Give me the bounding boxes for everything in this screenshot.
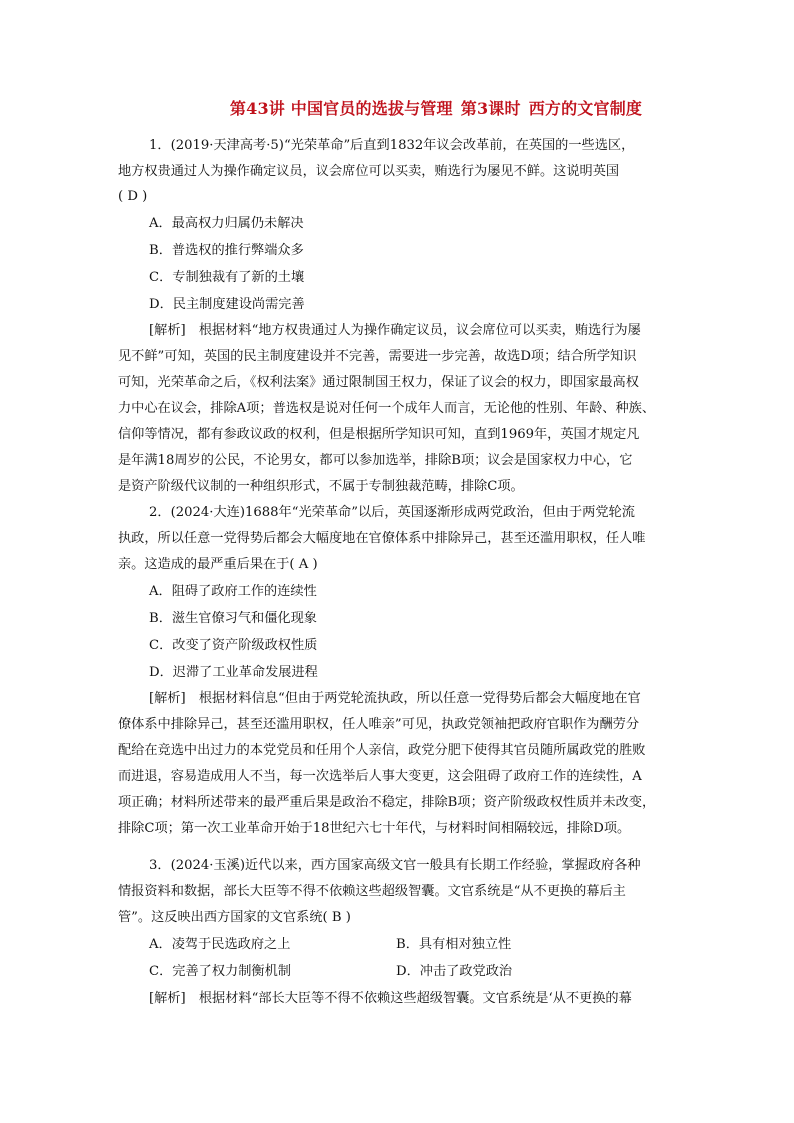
q3-stem-line: 3．(2024·玉溪)近代以来，西方国家高级文官一般具有长期工作经验，掌握政府各种 [149,858,641,873]
q1-analysis-line: 是年满18周岁的公民，不论男女，都可以参加选举，排除B项；议会是国家权力中心，它 [118,453,633,468]
q1-analysis-line: 可知，光荣革命之后，《权利法案》通过限制国王权力，保证了议会的权力，即国家最高权 [118,375,639,390]
title-lesson: 第3课时 [460,99,521,118]
q3-option-d: D．冲击了政党政治 [396,964,513,979]
q1-option-a: A．最高权力归属仍未解决 [149,216,304,231]
q2-analysis-line: 僚体系中排除异己，甚至还滥用职权，任人唯亲”可见，执政党领袖把政府官职作为酬劳分 [118,717,640,732]
page-title [0,96,794,119]
q3-option-b: B．具有相对独立性 [396,937,512,952]
q2-analysis-line: 配给在竞选中出过力的本党党员和任用个人亲信，政党分肥下使得其官员随所属政党的胜败 [118,743,646,758]
q2-analysis-line: 排除C项；第一次工业革命开始于18世纪六七十年代，与材料时间相隔较远，排除D项。 [118,821,631,836]
q1-option-c: C．专制独裁有了新的土壤 [149,270,305,285]
q1-analysis-line: [解析] 根据材料“地方权贵通过人为操作确定议员，议会席位可以买卖，贿选行为屡 [149,323,641,338]
q1-stem-line: 1．(2019·天津高考·5)“光荣革命”后直到1832年议会改革前，在英国的一些选区， [149,138,635,153]
q2-stem-line: 亲。这造成的最严重后果在于( A ) [118,557,318,572]
q1-answer: ( D ) [118,189,148,204]
q3-option-c: C．完善了权力制衡机制 [149,964,291,979]
q1-analysis-line: 是资产阶级代议制的一种组织形式，不属于专制独裁范畴，排除C项。 [118,479,524,494]
q3-option-a: A．凌驾于民选政府之上 [149,937,291,952]
q1-analysis-line: 力中心在议会，排除A项；普选权是说对任何一个成年人而言，无论他的性别、年龄、种族、 [118,401,656,416]
q2-stem-line: 执政，所以任意一党得势后都会大幅度地在官僚体系中排除异己，甚至还滥用职权，任人唯 [118,531,646,546]
q3-analysis-line: [解析] 根据材料“部长大臣等不得不依赖这些超级智囊。文官系统是‘从不更换的幕 [149,991,632,1006]
q2-option-a: A．阻碍了政府工作的连续性 [149,584,317,599]
q2-option-b: B．滋生官僚习气和僵化现象 [149,611,317,626]
q2-analysis-line: [解析] 根据材料信息“但由于两党轮流执政，所以任意一党得势后都会大幅度地在官 [149,691,641,706]
q2-option-d: D．迟滞了工业革命发展进程 [149,665,318,680]
q2-stem-line: 2．(2024·大连)1688年“光荣革命”以后，英国逐渐形成两党政治，但由于两党轮流 [149,505,635,520]
q3-stem-line: 管”。这反映出西方国家的文官系统( B ) [118,910,351,925]
q1-analysis-line: 信仰等情况，都有参政议政的权利，但是根据所学知识可知，直到1969年，英国才规定凡 [118,427,640,442]
q1-option-d: D．民主制度建设尚需完善 [149,297,305,312]
q1-option-b: B．普选权的推行弊端众多 [149,243,304,258]
q1-stem-line: 地方权贵通过人为操作确定议员，议会席位可以买卖，贿选行为屡见不鲜。这说明英国 [118,164,620,179]
q2-analysis-line: 而进退，容易造成用人不当，每一次选举后人事大变更，这会阻碍了政府工作的连续性，A [118,769,642,784]
q2-option-c: C．改变了资产阶级政权性质 [149,638,318,653]
q3-stem-line: 情报资料和数据，部长大臣等不得不依赖这些超级智囊。文官系统是“从不更换的幕后主 [118,884,626,899]
title-topic: 西方的文官制度 [528,99,643,118]
q1-analysis-line: 见不鲜”可知，英国的民主制度建设并不完善，需要进一步完善，故选D项；结合所学知识 [118,349,637,364]
q2-analysis-line: 项正确；材料所述带来的最严重后果是政治不稳定，排除B项；资产阶级政权性质并未改变， [118,795,656,810]
title-lecture: 第43讲 中国官员的选拔与管理 [229,99,453,118]
